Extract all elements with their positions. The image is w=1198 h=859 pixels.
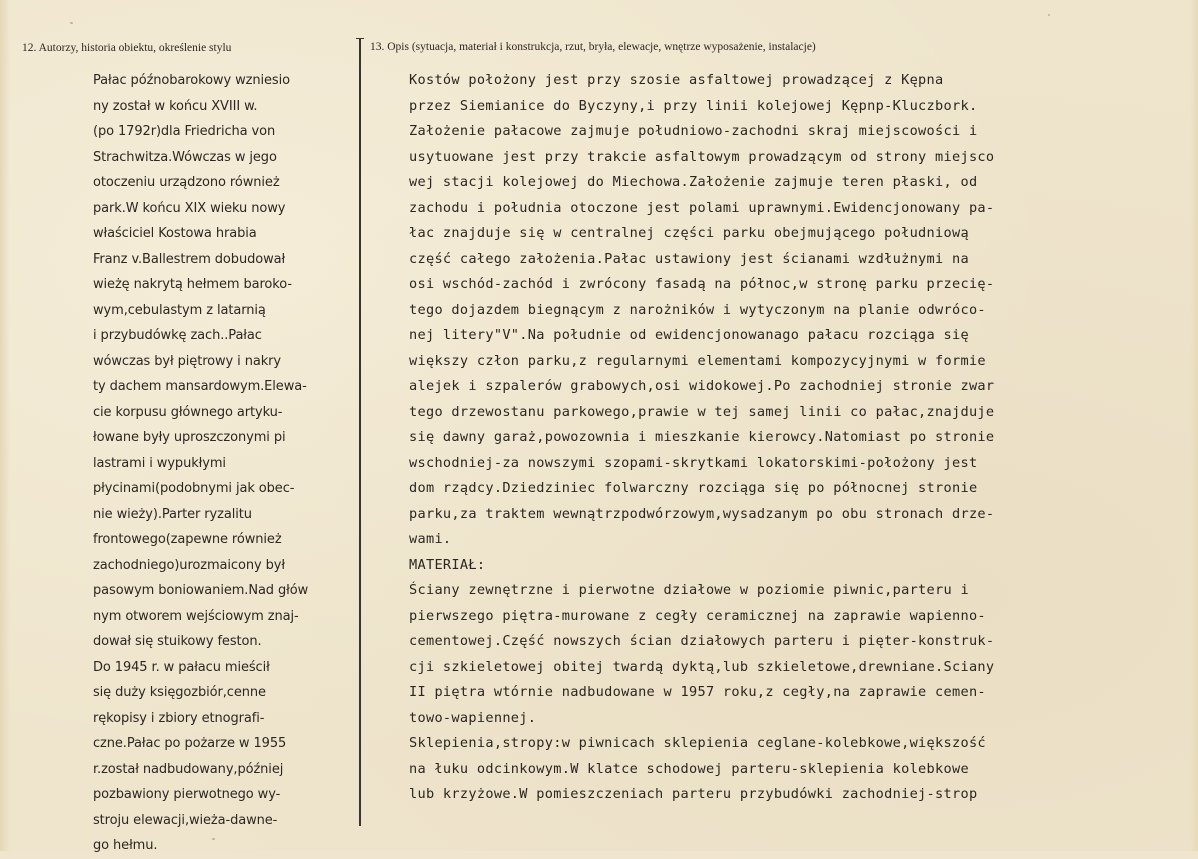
- description-text-line: część całego założenia.Pałac ustawiony jest ścianami wzdłużnymi na: [409, 250, 969, 267]
- description-text-line: wschodniej-za nowszymi szopami-skrytkami lokatorskimi-położony jest: [409, 454, 978, 471]
- page-edge-right: [1190, 0, 1198, 851]
- history-text-line: pasowym boniowaniem.Nad głów: [93, 583, 309, 598]
- description-text-line: tego dojazdem biegnącym z narożników i wytyczonym na planie odwróco-: [409, 301, 986, 318]
- page-edge-left: [0, 0, 10, 851]
- history-text-line: r.został nadbudowany,później: [93, 761, 284, 777]
- description-text-line: nej litery"V".Na południe od ewidencjonowanago pałacu rozciąga się: [409, 327, 969, 343]
- history-text-line: łowane były uproszczonymi pi: [93, 430, 286, 445]
- description-text-line: MATERIAŁ:: [409, 556, 486, 573]
- history-text-line: dował się stuikowy feston.: [93, 634, 262, 649]
- history-text-line: Strachwitza.Wówczas w jego: [93, 149, 277, 165]
- history-text-line: wieżę nakrytą hełmem baroko-: [93, 277, 292, 292]
- history-text-line: Do 1945 r. w pałacu mieścił: [93, 659, 270, 675]
- history-text-line: nie wieży).Parter ryzalitu: [93, 506, 252, 522]
- history-text-line: płycinami(podobnymi jak obec-: [93, 481, 295, 496]
- history-column: [93, 68, 355, 859]
- description-text-line: łac znajduje się w centralnej części parku obejmującego południową: [409, 225, 969, 241]
- description-column: [409, 68, 1179, 808]
- description-text-line: Kostów położony jest przy szosie asfaltowej prowadzącej z Kępna: [409, 72, 944, 88]
- paper-speck: [1048, 14, 1050, 16]
- history-text-line: go hełmu.: [93, 838, 158, 853]
- description-text-line: osi wschód-zachód i zwrócony fasadą na północ,w stronę parku przecię-: [409, 276, 995, 292]
- history-text-line: czne.Pałac po pożarze w 1955: [93, 736, 287, 751]
- history-text-line: Pałac późnobarokowy wzniesio: [93, 73, 290, 88]
- history-text-line: stroju elewacji,wieża-dawne-: [93, 812, 278, 828]
- history-text-line: (po 1792r)dla Friedricha von: [93, 124, 276, 139]
- description-text-line: przez Siemianice do Byczyny,i przy linii kolejowej Kępnp-Kluczbork.: [409, 97, 978, 114]
- history-text-line: park.W końcu XIX wieku nowy: [93, 200, 286, 216]
- description-text-line: się dawny garaż,powozownia i mieszkanie kierowcy.Natomiast po stronie: [409, 429, 995, 445]
- description-text-line: wej stacji kolejowej do Miechowa.Założenie zajmuje teren płaski, od: [409, 174, 978, 190]
- description-text-line: pierwszego piętra-murowane z cegły ceramicznej na zaprawie wapienno-: [409, 607, 986, 624]
- description-text-line: zachodu i południa otoczone jest polami uprawnymi.Ewidencjonowany pa-: [409, 199, 995, 216]
- description-text-line: Założenie pałacowe zajmuje południowo-zachodni skraj miejscowości i: [409, 123, 978, 139]
- history-text-line: cie korpusu głównego artyku-: [93, 404, 283, 420]
- paper-speck: [212, 838, 215, 840]
- history-text-line: frontowego(zapewne również: [93, 532, 282, 547]
- history-text-line: nym otworem wejściowym znaj-: [93, 608, 299, 624]
- description-text-line: usytuowane jest przy trakcie asfaltowym prowadzącym od strony miejsco: [409, 148, 995, 165]
- description-text-line: parku,za traktem wewnątrzpodwórzowym,wysadzanym po obu stronach drze-: [409, 505, 995, 522]
- history-text-line: otoczeniu urządzono również: [93, 175, 280, 190]
- history-text-line: wówczas był piętrowy i nakry: [93, 353, 281, 369]
- description-text-line: II piętra wtórnie nadbudowane w 1957 roku,z cegły,na zaprawie cemen-: [409, 684, 986, 700]
- description-text-line: cementowej.Część nowszych ścian działowych parteru i pięter-konstruk-: [409, 633, 995, 649]
- history-text-line: ty dachem mansardowym.Elewa-: [93, 379, 307, 394]
- history-text-line: i przybudówkę zach..Pałac: [93, 328, 262, 343]
- description-text-line: Sklepienia,stropy:w piwnicach sklepienia ceglane-kolebkowe,większość: [409, 735, 986, 751]
- description-text-line: wami.: [409, 531, 452, 547]
- history-text-line: zachodniego)urozmaicony był: [93, 557, 285, 573]
- description-text-line: towo-wapiennej.: [409, 709, 537, 726]
- history-text-line: Franz v.Ballestrem dobudował: [93, 251, 286, 267]
- description-text-line: na łuku odcinkowym.W klatce schodowej parteru-sklepienia kolebkowe: [409, 760, 969, 777]
- history-text-line: właściciel Kostowa hrabia: [93, 226, 257, 241]
- column-divider: [359, 38, 361, 826]
- description-text-line: lub krzyżowe.W pomieszczeniach parteru przybudówki zachodniej-strop: [409, 786, 978, 802]
- description-text-line: większy człon parku,z regularnymi elementami kompozycyjnymi w formie: [409, 352, 986, 369]
- history-text-line: pozbawiony pierwotnego wy-: [93, 787, 281, 802]
- section-13-heading: 13. Opis (sytuacja, materiał i konstrukcja, rzut, bryła, elewacje, wnętrze wyposażenie, instalacje): [370, 41, 816, 53]
- section-12-heading: 12. Autorzy, historia obiektu, określenie stylu: [22, 42, 232, 54]
- history-text-line: lastrami i wypukłymi: [93, 455, 226, 471]
- description-text-line: dom rządcy.Dziedziniec folwarczny rozciąga się po północnej stronie: [409, 480, 978, 496]
- history-text-line: wym,cebulastym z latarnią: [93, 302, 266, 318]
- history-text-line: ny został w końcu XVIII w.: [93, 98, 258, 114]
- description-text-line: cji szkieletowej obitej twardą dyktą,lub szkieletowe,drewniane.Sciany: [409, 658, 995, 675]
- description-text-line: Ściany zewnętrzne i pierwotne działowe w poziomie piwnic,parteru i: [409, 582, 969, 598]
- history-text-line: się duży księgozbiór,cenne: [93, 685, 266, 700]
- description-text-line: tego drzewostanu parkowego,prawie w tej samej linii co pałac,znajduje: [409, 403, 995, 420]
- description-text-line: alejek i szpalerów grabowych,osi widokowej.Po zachodniej stronie zwar: [409, 378, 995, 394]
- paper-speck: [70, 22, 73, 24]
- history-text-line: rękopisy i zbiory etnografi-: [93, 710, 265, 726]
